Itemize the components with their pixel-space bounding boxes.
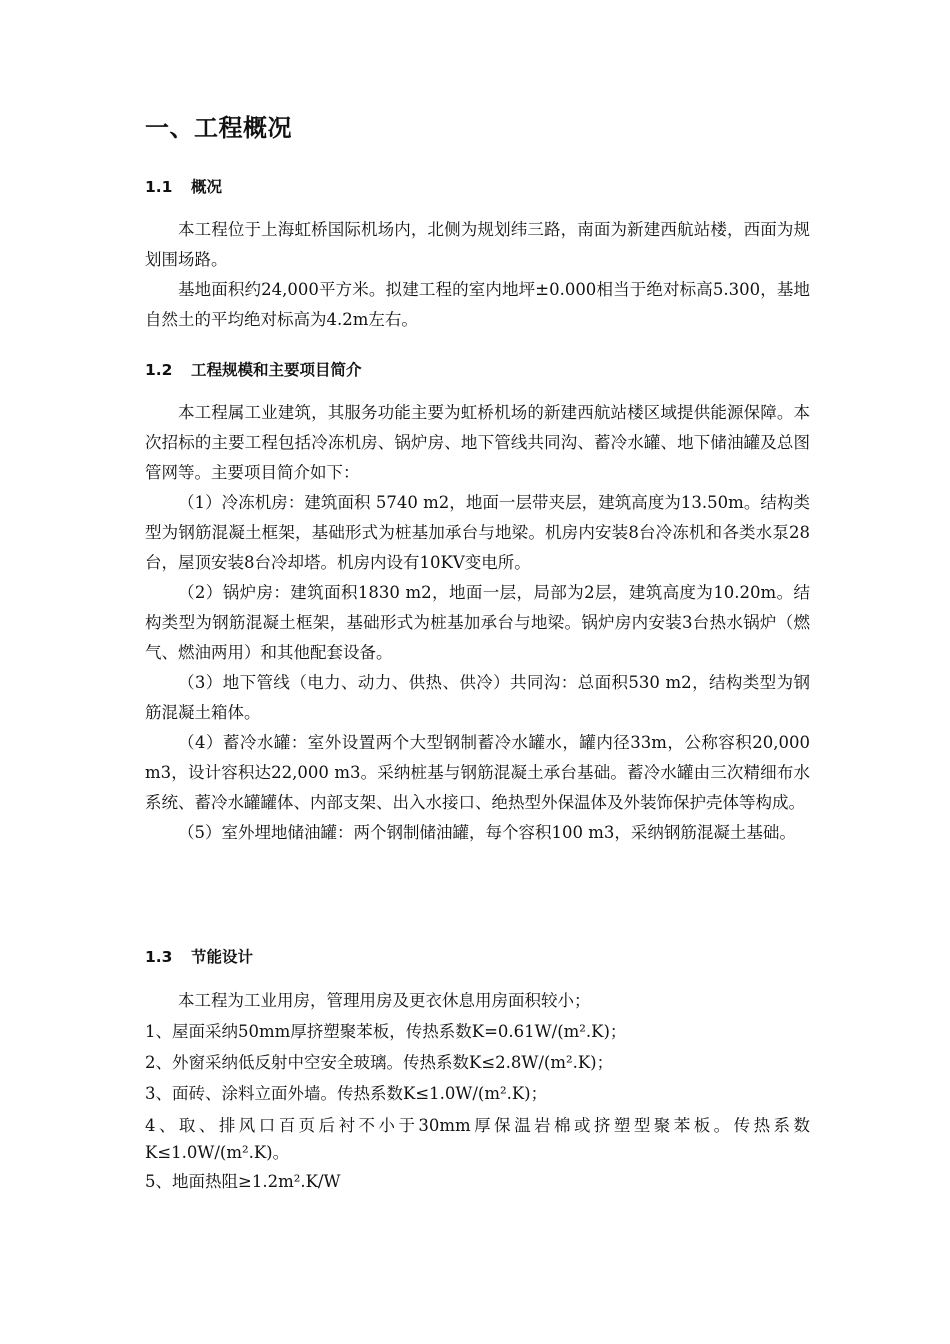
list-item: 2、外窗采纳低反射中空安全玻璃。传热系数K≤2.8W/(m².K)； <box>145 1053 614 1072</box>
paragraph: （3）地下管线（电力、动力、供热、供冷）共同沟：总面积530 m2，结构类型为钢筋混凝土箱体。 <box>145 673 810 722</box>
section-body-1-1 <box>145 215 810 335</box>
section-number: 1.2 <box>145 361 173 379</box>
section-title: 工程规模和主要项目简介 <box>191 361 362 379</box>
chapter-title: 一、工程概况 <box>145 114 292 142</box>
section-heading-1-2 <box>145 359 362 381</box>
paragraph: （5）室外埋地储油罐：两个钢制储油罐，每个容积100 m3，采纳钢筋混凝土基础。 <box>178 823 796 842</box>
section-body-1-2 <box>145 398 816 848</box>
paragraph: 本工程位于上海虹桥国际机场内，北侧为规划纬三路，南面为新建西航站楼，西面为规划围场路。 <box>145 220 810 269</box>
list-item: 5、地面热阻≥1.2m².K/W <box>145 1172 341 1191</box>
section-title: 节能设计 <box>191 948 254 966</box>
section-heading-1-1 <box>145 176 222 198</box>
section-body-1-3 <box>145 985 810 1197</box>
paragraph: （1）冷冻机房：建筑面积 5740 m2，地面一层带夹层，建筑高度为13.50m。结构类型为钢筋混凝土框架，基础形式为桩基加承台与地梁。机房内安装8台冷冻机和各类水泵28台，屋顶安装8台冷却塔。机房内设有10KV变电所。 <box>145 493 810 572</box>
section-number: 1.3 <box>145 948 173 966</box>
paragraph: （4）蓄冷水罐：室外设置两个大型钢制蓄冷水罐水，罐内径33m，公称容积20,000 m3，设计容积达22,000 m3。采纳桩基与钢筋混凝土承台基础。蓄冷水罐由三次精细布水系统、蓄冷水罐罐体、内部支架、出入水接口、绝热型外保温体及外装饰保护壳体等构成。 <box>145 733 816 812</box>
section-heading-1-3 <box>145 946 253 968</box>
section-number: 1.1 <box>145 178 173 196</box>
list-item: 1、屋面采纳50mm厚挤塑聚苯板，传热系数K=0.61W/(m².K)； <box>145 1022 627 1041</box>
paragraph: （2）锅炉房：建筑面积1830 m2，地面一层，局部为2层，建筑高度为10.20m。结构类型为钢筋混凝土框架，基础形式为桩基加承台与地梁。锅炉房内安装3台热水锅炉（燃气、燃油两用）和其他配套设备。 <box>145 583 810 662</box>
paragraph: 本工程属工业建筑，其服务功能主要为虹桥机场的新建西航站楼区域提供能源保障。本次招标的主要工程包括冷冻机房、锅炉房、地下管线共同沟、蓄冷水罐、地下储油罐及总图管网等。主要项目简介如下： <box>145 403 810 482</box>
paragraph: 基地面积约24,000平方米。拟建工程的室内地坪±0.000相当于绝对标高5.300，基地自然土的平均绝对标高为4.2m左右。 <box>145 280 810 329</box>
paragraph: 本工程为工业用房，管理用房及更衣休息用房面积较小； <box>178 991 591 1010</box>
list-item: 3、面砖、涂料立面外墙。传热系数K≤1.0W/(m².K)； <box>145 1084 548 1103</box>
list-item: 4、取、排风口百页后衬不小于30mm厚保温岩棉或挤塑型聚苯板。传热系数K≤1.0W/(m².K)。 <box>145 1116 810 1162</box>
section-title: 概况 <box>191 178 223 196</box>
